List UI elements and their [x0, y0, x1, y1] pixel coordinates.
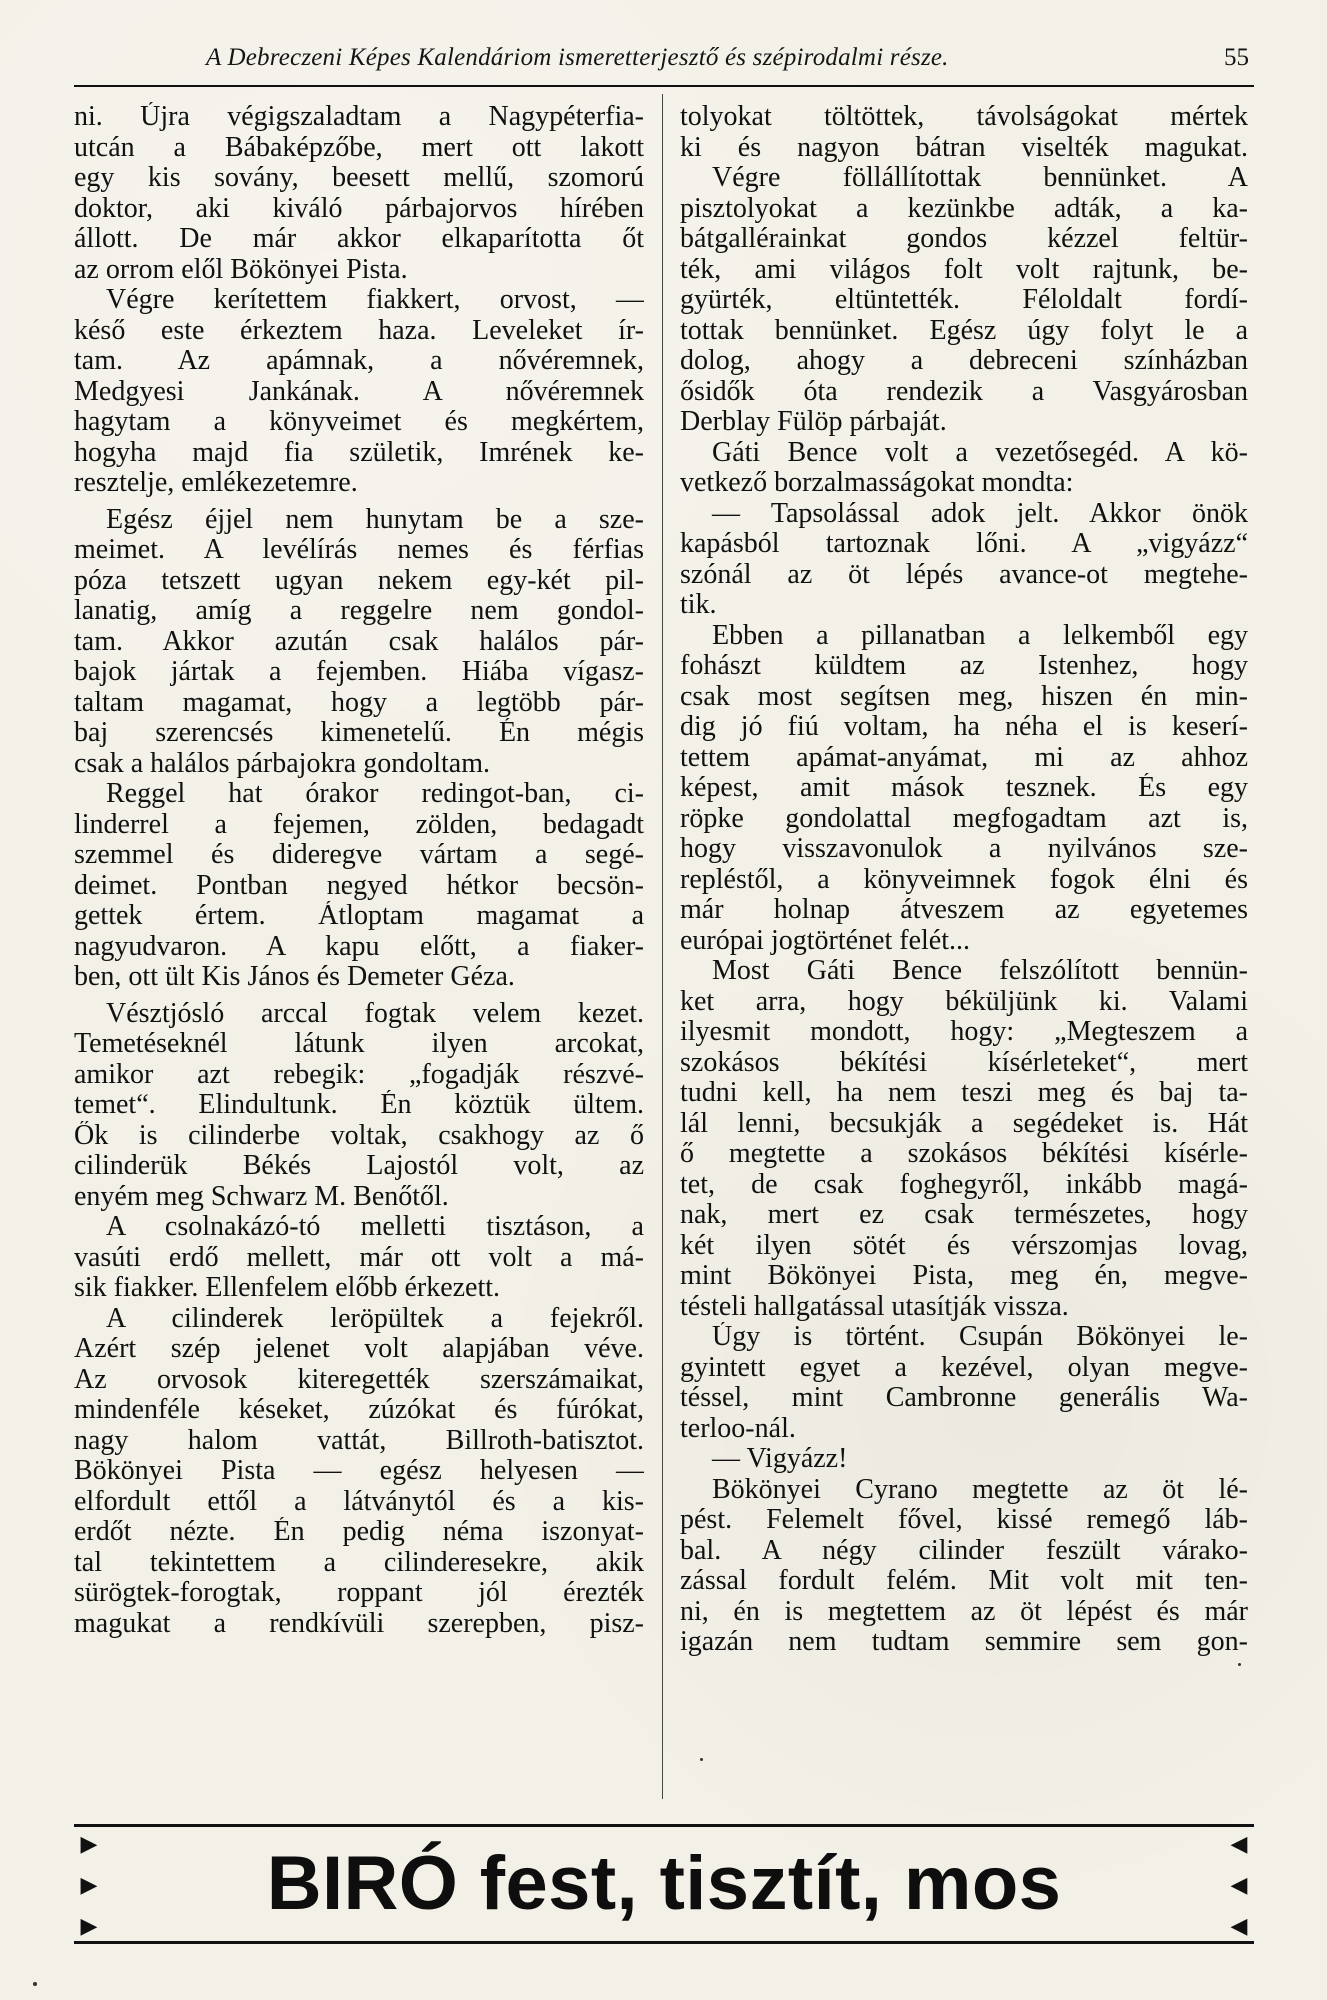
text-line: Most Gáti Bence felszólított bennün- [712, 956, 1248, 986]
text-line: tik. [680, 590, 717, 620]
text-line: dig jó fiú voltam, ha néha el is keserí- [680, 712, 1248, 742]
text-line: mindenféle késeket, zúzókat és fúrókat, [74, 1395, 644, 1425]
text-line: temet“. Elindultunk. Én köztük ültem. [74, 1090, 644, 1120]
text-line: nak, mert ez csak természetes, hogy [680, 1200, 1248, 1230]
text-line: zással fordult felém. Mit volt mit ten- [680, 1566, 1248, 1596]
text-line: Temetéseknél látunk ilyen arcokat, [74, 1029, 644, 1059]
text-line: Egész éjjel nem hunytam be a sze- [106, 504, 644, 535]
text-line: ilyesmit mondott, hogy: „Megteszem a [680, 1017, 1248, 1047]
arrow-left-icon: ◀ [1230, 1872, 1248, 1897]
text-line: képest, amit mások tesznek. És egy [680, 773, 1248, 803]
text-line: terloo-nál. [680, 1413, 796, 1444]
text-line: Úgy is történt. Csupán Bökönyei le- [712, 1322, 1248, 1352]
text-line: téssel, mint Cambronne generális Wa- [680, 1383, 1248, 1413]
text-line: késő este érkeztem haza. Leveleket ír- [74, 315, 644, 346]
text-line: pisztolyokat a kezünkbe adták, a ka- [680, 193, 1248, 224]
text-line: Ebben a pillanatban a lelkemből egy [712, 620, 1248, 651]
text-line: állott. De már akkor elkaparította őt [74, 224, 644, 254]
arrow-left-icon: ◀ [1230, 1913, 1248, 1938]
text-line: sürögtek-forogtak, roppant jól érezték [74, 1578, 644, 1608]
text-line: pést. Felemelt fővel, kissé remegő láb- [680, 1505, 1248, 1535]
text-line: hogy visszavonulok a nyilvános sze- [680, 834, 1248, 864]
arrow-left-icon: ◀ [1230, 1831, 1248, 1856]
text-line: Ők is cilinderbe voltak, csakhogy az ő [74, 1120, 644, 1151]
text-line: röpke gondolattal megfogadtam azt is, [680, 803, 1248, 834]
text-line: ki és nagyon bátran viselték magukat. [680, 132, 1248, 163]
text-line: utcán a Bábaképzőbe, mert ott lakott [74, 132, 644, 163]
print-speck [700, 1758, 703, 1761]
text-line: dolog, ahogy a debreceni színházban [680, 346, 1248, 376]
column-divider [662, 94, 663, 1799]
text-line: deimet. Pontban negyed hétkor becsön- [74, 870, 644, 901]
text-line: hagytam a könyveimet és megkértem, [74, 407, 644, 437]
text-line: Végre kerítettem fiakkert, orvost, — [106, 285, 644, 315]
right-ornament-icon [1226, 1833, 1252, 1937]
text-line: repléstől, a könyveimnek fogok élni és [680, 864, 1248, 895]
text-line: szemmel és dideregve vártam a segé- [74, 840, 644, 870]
text-line: A csolnakázó-tó melletti tisztáson, a [106, 1212, 644, 1242]
text-line: nagyudvaron. A kapu előtt, a fiaker- [74, 931, 644, 962]
text-line: taltam magamat, hogy a legtöbb pár- [74, 687, 644, 718]
text-line: ni, én is megtettem az öt lépést és már [680, 1596, 1248, 1627]
text-line: mint Bökönyei Pista, meg én, megve- [680, 1261, 1248, 1291]
text-line: bajok jártak a fejemben. Hiába vígasz- [74, 657, 644, 687]
header-rule [74, 85, 1254, 87]
text-line: erdőt nézte. Én pedig néma iszonyat- [74, 1517, 644, 1547]
text-line: kapásból tartoznak lőni. A „vigyázz“ [680, 529, 1248, 559]
text-line: baj szerencsés kimenetelű. Én mégis [74, 718, 644, 748]
advertisement-banner [74, 1824, 1254, 1944]
text-line: Gáti Bence volt a vezetősegéd. A kö- [712, 437, 1248, 468]
text-line: az orrom elől Bökönyei Pista. [74, 254, 408, 285]
arrow-right-icon: ▶ [80, 1913, 98, 1938]
text-line: tam. Akkor azután csak halálos pár- [74, 626, 644, 657]
text-line: magukat a rendkívüli szerepben, pisz- [74, 1608, 644, 1639]
right-text-column [680, 102, 1248, 1658]
page-header-title: A Debreczeni Képes Kalendáriom ismeretterjesztő és szépirodalmi része. [206, 44, 949, 71]
arrow-right-icon: ▶ [80, 1831, 98, 1856]
text-line: vasúti erdő mellett, már ott volt a má- [74, 1242, 644, 1273]
text-line: szónál az öt lépés avance-ot megtehe- [680, 559, 1248, 590]
text-line: póza tetszett ugyan nekem egy-két pil- [74, 565, 644, 596]
page-number: 55 [1224, 44, 1249, 71]
text-line: csak most segítsen meg, hiszen én min- [680, 681, 1248, 712]
text-line: linderrel a fejemen, zölden, bedagadt [74, 809, 644, 840]
text-line: Medgyesi Jankának. A nővéremnek [74, 376, 644, 407]
text-line: enyém meg Schwarz M. Benőtől. [74, 1181, 449, 1212]
text-line: már holnap átveszem az egyetemes [680, 895, 1248, 925]
text-line: Derblay Fülöp párbaját. [680, 407, 947, 437]
text-line: sik fiakker. Ellenfelem előbb érkezett. [74, 1273, 501, 1303]
left-ornament-icon [76, 1833, 102, 1937]
text-line: gyintett egyet a kezével, olyan megve- [680, 1352, 1248, 1383]
text-line: ni. Újra végigszaladtam a Nagypéterfia- [74, 102, 644, 132]
text-line: ősidők óta rendezik a Vasgyárosban [680, 376, 1248, 407]
text-line: tudni kell, ha nem teszi meg és baj ta- [680, 1078, 1248, 1108]
print-speck [1238, 1663, 1241, 1666]
text-line: Vésztjósló arccal fogtak velem kezet. [106, 998, 644, 1029]
text-line: nagy halom vattát, Billroth-batisztot. [74, 1425, 644, 1456]
text-line: tésteli hallgatással utasítják vissza. [680, 1291, 1069, 1322]
text-line: ket arra, hogy béküljünk ki. Valami [680, 986, 1248, 1017]
arrow-right-icon: ▶ [80, 1872, 98, 1897]
text-line: bátgallérainkat gondos kézzel feltür- [680, 224, 1248, 254]
text-line: egy kis sovány, beesett mellű, szomorú [74, 163, 644, 193]
text-line: amikor azt rebegik: „fogadják részvé- [74, 1059, 644, 1090]
text-line: vetkező borzalmasságokat mondta: [680, 468, 1074, 498]
text-line: — Tapsolással adok jelt. Akkor önök [712, 498, 1248, 529]
text-line: — Vigyázz! [712, 1444, 848, 1474]
text-line: hogyha majd fia születik, Imrének ke- [74, 437, 644, 468]
text-line: A cilinderek leröpültek a fejekről. [106, 1303, 644, 1334]
text-line: Reggel hat órakor redingot-ban, ci- [106, 779, 644, 809]
text-line: bal. A négy cilinder feszült várako- [680, 1535, 1248, 1566]
text-line: gyürték, eltüntették. Féloldalt fordí- [680, 285, 1248, 315]
text-line: elfordult ettől a látványtól és a kis- [74, 1486, 644, 1517]
left-text-column [74, 102, 644, 1639]
text-line: tolyokat töltöttek, távolságokat mértek [680, 102, 1248, 132]
advertisement-text: BIRÓ fest, tisztít, mos [266, 1841, 1062, 1926]
text-line: meimet. A levélírás nemes és férfias [74, 535, 644, 565]
text-line: resztelje, emlékezetemre. [74, 468, 358, 498]
text-line: igazán nem tudtam semmire sem gon- [680, 1627, 1248, 1657]
text-line: fohászt küldtem az Istenhez, hogy [680, 651, 1248, 681]
text-line: ték, ami világos folt volt rajtunk, be- [680, 254, 1248, 285]
text-line: tottak bennünket. Egész úgy folyt le a [680, 315, 1248, 346]
text-line: Bökönyei Cyrano megtette az öt lé- [712, 1474, 1248, 1505]
text-line: két ilyen sötét és vérszomjas lovag, [680, 1230, 1248, 1261]
text-line: Végre föllállítottak bennünket. A [712, 163, 1248, 193]
text-line: tettem apámat-anyámat, mi az ahhoz [680, 742, 1248, 773]
text-line: csak a halálos párbajokra gondoltam. [74, 748, 490, 779]
text-line: Az orvosok kiteregették szerszámaikat, [74, 1364, 644, 1395]
text-line: lál lenni, becsukják a segédeket is. Hát [680, 1108, 1248, 1139]
text-line: szokásos békítési kísérleteket“, mert [680, 1047, 1248, 1078]
print-speck [33, 1982, 37, 1986]
text-line: Azért szép jelenet volt alapjában véve. [74, 1334, 644, 1364]
text-line: európai jogtörténet felét... [680, 925, 970, 956]
text-line: ő megtette a szokásos békítési kísérle- [680, 1139, 1248, 1169]
text-line: tet, de csak foghegyről, inkább magá- [680, 1169, 1248, 1200]
text-line: lanatig, amíg a reggelre nem gondol- [74, 596, 644, 626]
text-line: gettek értem. Átloptam magamat a [74, 901, 644, 931]
text-line: ben, ott ült Kis János és Demeter Géza. [74, 962, 515, 992]
text-line: cilinderük Békés Lajostól volt, az [74, 1151, 644, 1181]
text-line: tal tekintettem a cilinderesekre, akik [74, 1547, 644, 1578]
text-line: Bökönyei Pista — egész helyesen — [74, 1456, 644, 1486]
text-line: doktor, aki kiváló párbajorvos hírében [74, 193, 644, 224]
text-line: tam. Az apámnak, a nővéremnek, [74, 346, 644, 376]
